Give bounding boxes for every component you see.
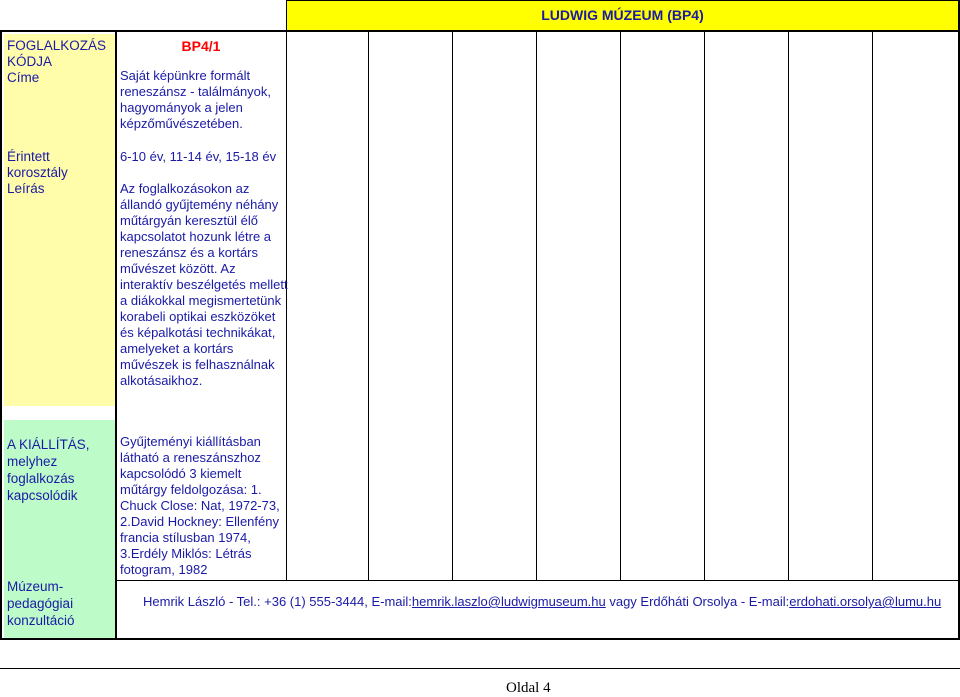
exhibition-text: Gyűjteményi kiállításban látható a reneszánszhoz kapcsolódó 3 kiemelt műtárgy feldolgozása: 1. Chuck Close: Nat, 1972-73, 2.David Hockney: Ellenfény francia stílusban 1974, 3.Erdély Miklós: Létrás fotogram, 1982 bbox=[120, 434, 280, 577]
label-name: Címe bbox=[7, 70, 40, 85]
page-number: Oldal 4 bbox=[506, 680, 551, 696]
contact-line bbox=[143, 594, 941, 610]
contact-prefix: Hemrik László - Tel.: +36 (1) 555-3444, E-mail: bbox=[143, 594, 412, 609]
email-link-erdohati[interactable]: erdohati.orsolya@lumu.hu bbox=[789, 594, 942, 609]
label-consult: Múzeum-pedagógiai konzultáció bbox=[7, 579, 75, 628]
page-title: LUDWIG MÚZEUM (BP4) bbox=[541, 7, 704, 23]
email-link-hemrik[interactable]: hemrik.laszlo@ludwigmuseum.hu bbox=[411, 594, 606, 609]
description-text: Az foglalkozásokon az állandó gyűjtemény néhány műtárgyán keresztül élő kapcsolatot hozunk létre a reneszánsz és a kortárs művészet között. Az interaktív beszélgetés mellett a diákokkal megismertetünk korabeli optikai eszközöket és képalkotási technikákat, amelyeket a kortárs művészek is felhasználnak alkotásaikhoz. bbox=[120, 181, 288, 388]
label-code: FOGLALKOZÁS KÓDJA bbox=[7, 38, 107, 69]
label-description: Leírás bbox=[7, 181, 45, 196]
activity-code: BP4/1 bbox=[181, 38, 221, 54]
contact-middle: vagy Erdőháti Orsolya - E-mail: bbox=[605, 594, 790, 609]
label-column-top bbox=[4, 34, 116, 406]
activity-name: Saját képünkre formált reneszánsz - találmányok, hagyományok a jelen képzőművészetében. bbox=[120, 68, 272, 131]
label-age: Érintett korosztály bbox=[7, 149, 68, 180]
age-groups: 6-10 év, 11-14 év, 15-18 év bbox=[120, 149, 277, 164]
label-exhibition: A KIÁLLÍTÁS, melyhez foglalkozás kapcsolódik bbox=[7, 437, 90, 503]
